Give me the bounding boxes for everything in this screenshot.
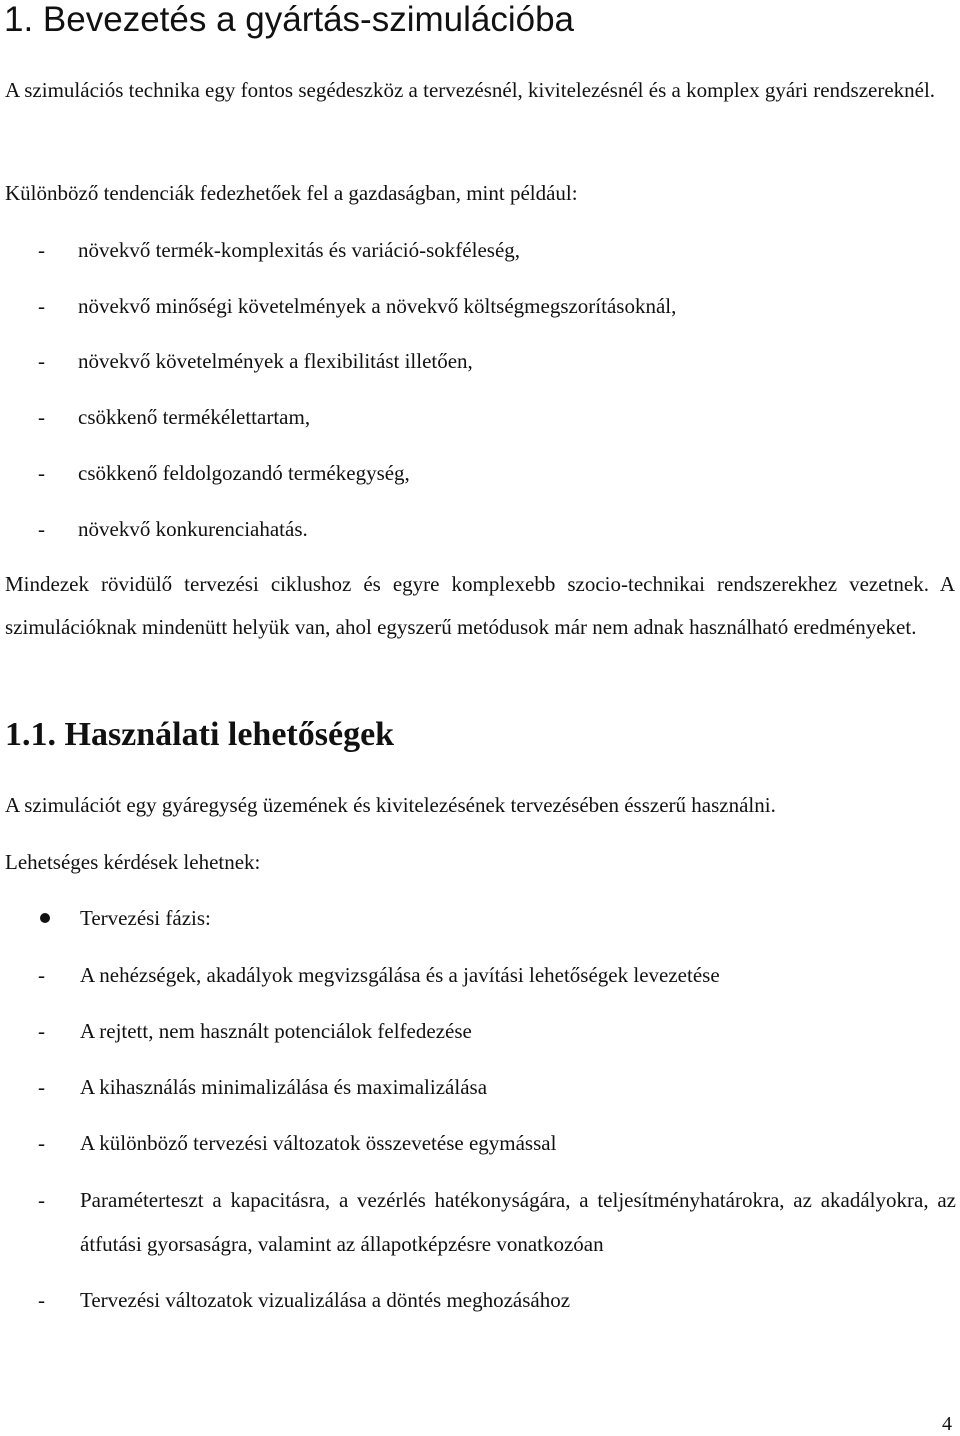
- list-item-text: A kihasználás minimalizálása és maximalizálása: [80, 1075, 488, 1099]
- list-item: [0, 235, 960, 265]
- list-item-text: növekvő konkurenciahatás.: [78, 517, 308, 541]
- page-number: 4: [942, 1413, 952, 1435]
- list-item-text: Tervezési változatok vizualizálása a döntés meghozásához: [80, 1288, 571, 1312]
- list-item-text: A nehézségek, akadályok megvizsgálása és a javítási lehetőségek levezetése: [80, 963, 720, 987]
- list-item: [0, 346, 960, 376]
- list-item-text: A különböző tervezési változatok összevetése egymással: [80, 1131, 557, 1155]
- list-item-text: csökkenő termékélettartam,: [78, 405, 311, 429]
- dash-marker: -: [38, 1188, 45, 1212]
- list-item-text: Paraméterteszt a kapacitásra, a vezérlés hatékonyságára, a teljesítményhatárokra, az akadályokra, az átfutási gyorsaságra, valamint az állapotképzésre vonatkozóan: [80, 1188, 956, 1256]
- questions-intro: Lehetséges kérdések lehetnek:: [5, 850, 261, 874]
- bullet-icon: [40, 913, 50, 923]
- dash-marker: -: [38, 1019, 45, 1043]
- list-item: [0, 291, 960, 321]
- list-item: [0, 903, 960, 933]
- list-item-text: csökkenő feldolgozandó termékegység,: [78, 461, 410, 485]
- dash-marker: -: [38, 405, 45, 429]
- list-item: [0, 514, 960, 544]
- phase-label: Tervezési fázis:: [80, 906, 211, 930]
- dash-marker: -: [38, 349, 45, 373]
- intro-paragraph: A szimulációs technika egy fontos segédeszköz a tervezésnél, kivitelezésnél és a komplex gyári rendszereknél.: [5, 78, 936, 102]
- list-item-text: növekvő termék-komplexitás és variáció-sokféleség,: [78, 238, 521, 262]
- chapter-heading: 1. Bevezetés a gyártás-szimulációba: [4, 0, 574, 39]
- section-heading: 1.1. Használati lehetőségek: [5, 716, 395, 753]
- list-item: [0, 458, 960, 488]
- list-item: [0, 960, 960, 990]
- dash-marker: -: [38, 238, 45, 262]
- summary-paragraph: Mindezek rövidülő tervezési ciklushoz és egyre komplexebb szocio-technikai rendszerekhez vezetnek. A szimulációknak mindenütt helyük van, ahol egyszerű metódusok már nem adnak használható eredményeket.: [5, 572, 955, 639]
- dash-marker: -: [38, 1131, 45, 1155]
- dash-marker: -: [38, 1075, 45, 1099]
- dash-marker: -: [38, 1288, 45, 1312]
- dash-marker: -: [38, 517, 45, 541]
- usage-paragraph: A szimulációt egy gyáregység üzemének és kivitelezésének tervezésében ésszerű használni.: [5, 793, 776, 817]
- list-item: [0, 1285, 960, 1315]
- list-item: [0, 1016, 960, 1046]
- dash-marker: -: [38, 963, 45, 987]
- list-item: [0, 1128, 960, 1158]
- list-item-text: növekvő követelmények a flexibilitást illetően,: [78, 349, 473, 373]
- dash-marker: -: [38, 461, 45, 485]
- trends-intro: Különböző tendenciák fedezhetőek fel a gazdaságban, mint például:: [5, 181, 578, 205]
- dash-marker: -: [38, 294, 45, 318]
- list-item-text: növekvő minőségi követelmények a növekvő költségmegszorításoknál,: [78, 294, 677, 318]
- list-item: [0, 1072, 960, 1102]
- list-item-text: A rejtett, nem használt potenciálok felfedezése: [80, 1019, 472, 1043]
- list-item: [0, 402, 960, 432]
